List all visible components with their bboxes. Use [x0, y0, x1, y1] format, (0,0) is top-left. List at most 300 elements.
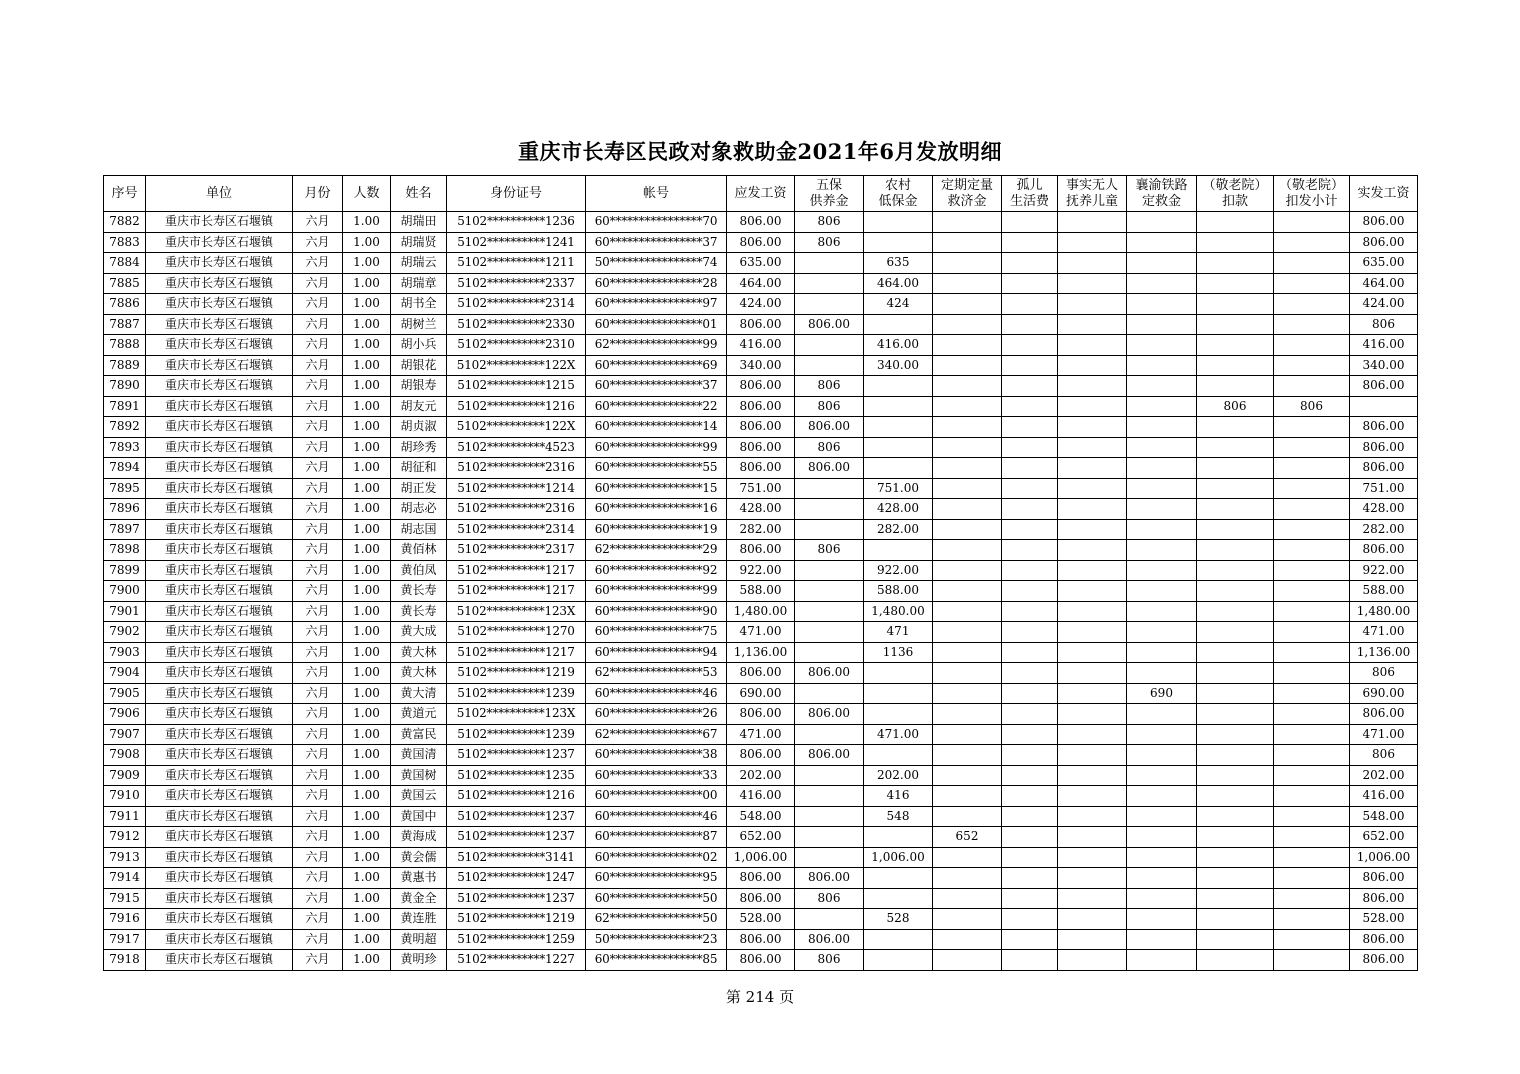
- cell-id-number: 5102**********1219: [447, 663, 586, 684]
- cell-fixed-relief: [933, 765, 1002, 786]
- cell-seq: 7905: [104, 683, 146, 704]
- cell-seq: 7885: [104, 273, 146, 294]
- cell-unsupported-children: [1058, 929, 1127, 950]
- cell-nursing-deduction: [1197, 499, 1274, 520]
- cell-orphan-living: [1002, 806, 1058, 827]
- cell-nursing-deduction: [1197, 704, 1274, 725]
- cell-fixed-relief: [933, 581, 1002, 602]
- header-col-count: 人数: [343, 176, 391, 212]
- cell-payable: 806.00: [727, 929, 795, 950]
- cell-orphan-living: [1002, 786, 1058, 807]
- cell-fixed-relief: [933, 622, 1002, 643]
- cell-nursing-deduction-subtotal: [1274, 294, 1350, 315]
- cell-fixed-relief: [933, 314, 1002, 335]
- cell-month: 六月: [293, 888, 343, 909]
- cell-fixed-relief: [933, 683, 1002, 704]
- cell-unit: 重庆市长寿区石堰镇: [146, 519, 293, 540]
- cell-railway-relief: [1127, 417, 1197, 438]
- table-row: [104, 294, 1418, 315]
- cell-payable: 1,136.00: [727, 642, 795, 663]
- cell-five-guarantee: [795, 478, 864, 499]
- cell-fixed-relief: [933, 929, 1002, 950]
- cell-account: 60****************70: [586, 212, 727, 233]
- cell-orphan-living: [1002, 868, 1058, 889]
- cell-nursing-deduction-subtotal: [1274, 335, 1350, 356]
- cell-unit: 重庆市长寿区石堰镇: [146, 581, 293, 602]
- table-row: [104, 663, 1418, 684]
- cell-actual-pay: 806.00: [1350, 458, 1418, 479]
- cell-rural-subsistence: [864, 929, 933, 950]
- cell-orphan-living: [1002, 581, 1058, 602]
- cell-nursing-deduction: [1197, 560, 1274, 581]
- cell-account: 60****************95: [586, 868, 727, 889]
- cell-unsupported-children: [1058, 745, 1127, 766]
- cell-railway-relief: [1127, 745, 1197, 766]
- cell-payable: 806.00: [727, 437, 795, 458]
- cell-payable: 806.00: [727, 950, 795, 971]
- cell-nursing-deduction: [1197, 458, 1274, 479]
- cell-id-number: 5102**********1217: [447, 560, 586, 581]
- cell-unit: 重庆市长寿区石堰镇: [146, 253, 293, 274]
- cell-id-number: 5102**********2317: [447, 540, 586, 561]
- cell-account: 60****************55: [586, 458, 727, 479]
- cell-orphan-living: [1002, 376, 1058, 397]
- cell-month: 六月: [293, 376, 343, 397]
- cell-unsupported-children: [1058, 232, 1127, 253]
- cell-seq: 7898: [104, 540, 146, 561]
- cell-payable: 471.00: [727, 622, 795, 643]
- cell-payable: 202.00: [727, 765, 795, 786]
- cell-nursing-deduction: [1197, 232, 1274, 253]
- cell-nursing-deduction: [1197, 909, 1274, 930]
- cell-nursing-deduction-subtotal: [1274, 765, 1350, 786]
- cell-nursing-deduction-subtotal: [1274, 314, 1350, 335]
- cell-month: 六月: [293, 847, 343, 868]
- cell-unsupported-children: [1058, 499, 1127, 520]
- cell-actual-pay: 416.00: [1350, 786, 1418, 807]
- cell-actual-pay: 428.00: [1350, 499, 1418, 520]
- cell-nursing-deduction-subtotal: [1274, 847, 1350, 868]
- cell-nursing-deduction-subtotal: [1274, 519, 1350, 540]
- cell-name: 胡珍秀: [391, 437, 447, 458]
- cell-nursing-deduction-subtotal: [1274, 683, 1350, 704]
- cell-fixed-relief: [933, 806, 1002, 827]
- cell-railway-relief: [1127, 622, 1197, 643]
- cell-month: 六月: [293, 786, 343, 807]
- cell-id-number: 5102**********1259: [447, 929, 586, 950]
- cell-unit: 重庆市长寿区石堰镇: [146, 499, 293, 520]
- cell-fixed-relief: [933, 786, 1002, 807]
- cell-five-guarantee: [795, 560, 864, 581]
- cell-count: 1.00: [343, 437, 391, 458]
- cell-id-number: 5102**********2314: [447, 294, 586, 315]
- cell-actual-pay: 806.00: [1350, 232, 1418, 253]
- cell-name: 黄大林: [391, 663, 447, 684]
- cell-orphan-living: [1002, 847, 1058, 868]
- table-row: [104, 806, 1418, 827]
- table-row: [104, 683, 1418, 704]
- cell-actual-pay: 806.00: [1350, 929, 1418, 950]
- cell-payable: 1,006.00: [727, 847, 795, 868]
- cell-actual-pay: 751.00: [1350, 478, 1418, 499]
- cell-id-number: 5102**********1216: [447, 786, 586, 807]
- cell-unsupported-children: [1058, 212, 1127, 233]
- cell-seq: 7907: [104, 724, 146, 745]
- cell-count: 1.00: [343, 212, 391, 233]
- cell-id-number: 5102**********123X: [447, 704, 586, 725]
- table-row: [104, 437, 1418, 458]
- cell-id-number: 5102**********2316: [447, 458, 586, 479]
- cell-nursing-deduction-subtotal: [1274, 663, 1350, 684]
- header-col-actual-pay: 实发工资: [1350, 176, 1418, 212]
- cell-seq: 7889: [104, 355, 146, 376]
- cell-nursing-deduction: [1197, 540, 1274, 561]
- cell-account: 60****************92: [586, 560, 727, 581]
- cell-seq: 7914: [104, 868, 146, 889]
- cell-nursing-deduction-subtotal: [1274, 417, 1350, 438]
- cell-unit: 重庆市长寿区石堰镇: [146, 212, 293, 233]
- cell-unsupported-children: [1058, 765, 1127, 786]
- cell-account: 60****************46: [586, 683, 727, 704]
- cell-id-number: 5102**********2330: [447, 314, 586, 335]
- cell-railway-relief: [1127, 950, 1197, 971]
- cell-payable: 806.00: [727, 396, 795, 417]
- cell-actual-pay: 806.00: [1350, 540, 1418, 561]
- cell-id-number: 5102**********1217: [447, 642, 586, 663]
- cell-unit: 重庆市长寿区石堰镇: [146, 417, 293, 438]
- cell-unsupported-children: [1058, 950, 1127, 971]
- cell-fixed-relief: [933, 437, 1002, 458]
- cell-count: 1.00: [343, 745, 391, 766]
- cell-account: 60****************02: [586, 847, 727, 868]
- cell-nursing-deduction-subtotal: 806: [1274, 396, 1350, 417]
- cell-unit: 重庆市长寿区石堰镇: [146, 683, 293, 704]
- cell-name: 黄国云: [391, 786, 447, 807]
- cell-name: 胡书全: [391, 294, 447, 315]
- cell-count: 1.00: [343, 847, 391, 868]
- cell-month: 六月: [293, 909, 343, 930]
- cell-seq: 7897: [104, 519, 146, 540]
- table-row: [104, 232, 1418, 253]
- cell-actual-pay: 806.00: [1350, 704, 1418, 725]
- cell-fixed-relief: [933, 396, 1002, 417]
- table-row: [104, 929, 1418, 950]
- cell-rural-subsistence: 464.00: [864, 273, 933, 294]
- cell-account: 60****************75: [586, 622, 727, 643]
- cell-month: 六月: [293, 929, 343, 950]
- cell-unsupported-children: [1058, 437, 1127, 458]
- cell-nursing-deduction: [1197, 847, 1274, 868]
- cell-actual-pay: 806.00: [1350, 417, 1418, 438]
- cell-seq: 7899: [104, 560, 146, 581]
- cell-account: 60****************26: [586, 704, 727, 725]
- cell-unit: 重庆市长寿区石堰镇: [146, 601, 293, 622]
- cell-rural-subsistence: [864, 888, 933, 909]
- cell-unit: 重庆市长寿区石堰镇: [146, 806, 293, 827]
- cell-actual-pay: 635.00: [1350, 253, 1418, 274]
- cell-count: 1.00: [343, 909, 391, 930]
- cell-five-guarantee: 806: [795, 540, 864, 561]
- cell-actual-pay: 806.00: [1350, 376, 1418, 397]
- cell-month: 六月: [293, 417, 343, 438]
- cell-nursing-deduction: [1197, 868, 1274, 889]
- cell-account: 60****************22: [586, 396, 727, 417]
- cell-fixed-relief: [933, 499, 1002, 520]
- cell-nursing-deduction: [1197, 642, 1274, 663]
- cell-account: 60****************99: [586, 581, 727, 602]
- cell-id-number: 5102**********1237: [447, 806, 586, 827]
- cell-five-guarantee: 806.00: [795, 868, 864, 889]
- cell-five-guarantee: [795, 335, 864, 356]
- cell-five-guarantee: [795, 909, 864, 930]
- cell-month: 六月: [293, 765, 343, 786]
- cell-name: 黄长寿: [391, 581, 447, 602]
- cell-nursing-deduction: [1197, 745, 1274, 766]
- cell-fixed-relief: [933, 232, 1002, 253]
- cell-railway-relief: [1127, 273, 1197, 294]
- cell-id-number: 5102**********1239: [447, 724, 586, 745]
- cell-railway-relief: [1127, 601, 1197, 622]
- cell-railway-relief: [1127, 314, 1197, 335]
- cell-unsupported-children: [1058, 683, 1127, 704]
- table-row: [104, 868, 1418, 889]
- cell-account: 60****************28: [586, 273, 727, 294]
- cell-orphan-living: [1002, 314, 1058, 335]
- cell-unit: 重庆市长寿区石堰镇: [146, 888, 293, 909]
- cell-unsupported-children: [1058, 663, 1127, 684]
- cell-nursing-deduction-subtotal: [1274, 806, 1350, 827]
- cell-month: 六月: [293, 212, 343, 233]
- table-row: [104, 396, 1418, 417]
- cell-name: 胡征和: [391, 458, 447, 479]
- table-row: [104, 745, 1418, 766]
- cell-orphan-living: [1002, 273, 1058, 294]
- cell-payable: 751.00: [727, 478, 795, 499]
- cell-unsupported-children: [1058, 909, 1127, 930]
- cell-rural-subsistence: 548: [864, 806, 933, 827]
- cell-railway-relief: [1127, 868, 1197, 889]
- cell-five-guarantee: [795, 519, 864, 540]
- cell-nursing-deduction-subtotal: [1274, 355, 1350, 376]
- cell-fixed-relief: [933, 888, 1002, 909]
- cell-fixed-relief: [933, 417, 1002, 438]
- cell-id-number: 5102**********1215: [447, 376, 586, 397]
- cell-orphan-living: [1002, 663, 1058, 684]
- cell-orphan-living: [1002, 724, 1058, 745]
- cell-payable: 806.00: [727, 212, 795, 233]
- cell-fixed-relief: [933, 642, 1002, 663]
- cell-unsupported-children: [1058, 519, 1127, 540]
- cell-seq: 7886: [104, 294, 146, 315]
- cell-id-number: 5102**********122X: [447, 355, 586, 376]
- cell-seq: 7895: [104, 478, 146, 499]
- cell-account: 60****************87: [586, 827, 727, 848]
- cell-unit: 重庆市长寿区石堰镇: [146, 560, 293, 581]
- cell-rural-subsistence: 202.00: [864, 765, 933, 786]
- cell-railway-relief: [1127, 847, 1197, 868]
- cell-nursing-deduction-subtotal: [1274, 704, 1350, 725]
- cell-rural-subsistence: [864, 663, 933, 684]
- cell-seq: 7890: [104, 376, 146, 397]
- cell-orphan-living: [1002, 478, 1058, 499]
- cell-orphan-living: [1002, 396, 1058, 417]
- cell-payable: 635.00: [727, 253, 795, 274]
- cell-month: 六月: [293, 868, 343, 889]
- cell-fixed-relief: [933, 376, 1002, 397]
- cell-unit: 重庆市长寿区石堰镇: [146, 232, 293, 253]
- cell-name: 黄惠书: [391, 868, 447, 889]
- cell-month: 六月: [293, 601, 343, 622]
- cell-count: 1.00: [343, 294, 391, 315]
- cell-nursing-deduction-subtotal: [1274, 540, 1350, 561]
- cell-unsupported-children: [1058, 458, 1127, 479]
- cell-orphan-living: [1002, 909, 1058, 930]
- cell-five-guarantee: [795, 622, 864, 643]
- cell-actual-pay: 588.00: [1350, 581, 1418, 602]
- cell-seq: 7912: [104, 827, 146, 848]
- cell-nursing-deduction: [1197, 314, 1274, 335]
- cell-count: 1.00: [343, 519, 391, 540]
- cell-orphan-living: [1002, 499, 1058, 520]
- cell-unit: 重庆市长寿区石堰镇: [146, 314, 293, 335]
- cell-railway-relief: [1127, 294, 1197, 315]
- cell-nursing-deduction-subtotal: [1274, 929, 1350, 950]
- cell-unsupported-children: [1058, 314, 1127, 335]
- cell-nursing-deduction-subtotal: [1274, 622, 1350, 643]
- cell-five-guarantee: [795, 827, 864, 848]
- table-row: [104, 212, 1418, 233]
- table-row: [104, 253, 1418, 274]
- cell-payable: 548.00: [727, 806, 795, 827]
- cell-nursing-deduction-subtotal: [1274, 437, 1350, 458]
- cell-rural-subsistence: 1136: [864, 642, 933, 663]
- cell-id-number: 5102**********2316: [447, 499, 586, 520]
- cell-nursing-deduction-subtotal: [1274, 458, 1350, 479]
- cell-rural-subsistence: 1,006.00: [864, 847, 933, 868]
- cell-account: 50****************23: [586, 929, 727, 950]
- cell-name: 胡瑞云: [391, 253, 447, 274]
- cell-account: 62****************53: [586, 663, 727, 684]
- cell-orphan-living: [1002, 827, 1058, 848]
- cell-unit: 重庆市长寿区石堰镇: [146, 847, 293, 868]
- cell-seq: 7901: [104, 601, 146, 622]
- cell-five-guarantee: 806.00: [795, 929, 864, 950]
- cell-name: 黄海成: [391, 827, 447, 848]
- table-row: [104, 847, 1418, 868]
- cell-name: 黄道元: [391, 704, 447, 725]
- cell-fixed-relief: [933, 478, 1002, 499]
- cell-seq: 7903: [104, 642, 146, 663]
- cell-payable: 282.00: [727, 519, 795, 540]
- cell-unit: 重庆市长寿区石堰镇: [146, 950, 293, 971]
- cell-orphan-living: [1002, 335, 1058, 356]
- cell-count: 1.00: [343, 335, 391, 356]
- cell-actual-pay: 922.00: [1350, 560, 1418, 581]
- table-row: [104, 499, 1418, 520]
- cell-nursing-deduction-subtotal: [1274, 581, 1350, 602]
- cell-payable: 428.00: [727, 499, 795, 520]
- cell-five-guarantee: [795, 355, 864, 376]
- cell-unsupported-children: [1058, 540, 1127, 561]
- cell-orphan-living: [1002, 232, 1058, 253]
- cell-unsupported-children: [1058, 806, 1127, 827]
- cell-rural-subsistence: 751.00: [864, 478, 933, 499]
- cell-count: 1.00: [343, 704, 391, 725]
- cell-id-number: 5102**********1216: [447, 396, 586, 417]
- cell-count: 1.00: [343, 622, 391, 643]
- cell-nursing-deduction: [1197, 519, 1274, 540]
- cell-fixed-relief: 652: [933, 827, 1002, 848]
- cell-unsupported-children: [1058, 560, 1127, 581]
- cell-month: 六月: [293, 581, 343, 602]
- cell-unsupported-children: [1058, 335, 1127, 356]
- cell-nursing-deduction-subtotal: [1274, 601, 1350, 622]
- cell-nursing-deduction: [1197, 929, 1274, 950]
- cell-payable: 806.00: [727, 376, 795, 397]
- cell-id-number: 5102**********1241: [447, 232, 586, 253]
- cell-nursing-deduction-subtotal: [1274, 642, 1350, 663]
- header-col-rural-subsistence: 农村 低保金: [864, 176, 933, 212]
- cell-count: 1.00: [343, 540, 391, 561]
- header-col-fixed-relief: 定期定量 救济金: [933, 176, 1002, 212]
- cell-count: 1.00: [343, 950, 391, 971]
- cell-name: 胡银花: [391, 355, 447, 376]
- cell-unsupported-children: [1058, 396, 1127, 417]
- cell-nursing-deduction: [1197, 806, 1274, 827]
- cell-seq: 7913: [104, 847, 146, 868]
- cell-count: 1.00: [343, 663, 391, 684]
- cell-rural-subsistence: [864, 212, 933, 233]
- cell-unit: 重庆市长寿区石堰镇: [146, 478, 293, 499]
- cell-count: 1.00: [343, 376, 391, 397]
- cell-orphan-living: [1002, 560, 1058, 581]
- cell-railway-relief: [1127, 827, 1197, 848]
- cell-month: 六月: [293, 663, 343, 684]
- cell-month: 六月: [293, 314, 343, 335]
- cell-name: 黄大林: [391, 642, 447, 663]
- cell-seq: 7918: [104, 950, 146, 971]
- cell-fixed-relief: [933, 601, 1002, 622]
- cell-seq: 7906: [104, 704, 146, 725]
- cell-count: 1.00: [343, 724, 391, 745]
- cell-name: 黄长寿: [391, 601, 447, 622]
- cell-account: 60****************97: [586, 294, 727, 315]
- cell-month: 六月: [293, 560, 343, 581]
- cell-orphan-living: [1002, 642, 1058, 663]
- cell-unit: 重庆市长寿区石堰镇: [146, 376, 293, 397]
- cell-five-guarantee: [795, 273, 864, 294]
- table-row: [104, 560, 1418, 581]
- table-row: [104, 704, 1418, 725]
- cell-account: 62****************67: [586, 724, 727, 745]
- cell-rural-subsistence: [864, 376, 933, 397]
- cell-nursing-deduction: [1197, 478, 1274, 499]
- cell-account: 60****************69: [586, 355, 727, 376]
- cell-actual-pay: 806: [1350, 745, 1418, 766]
- cell-seq: 7896: [104, 499, 146, 520]
- cell-unit: 重庆市长寿区石堰镇: [146, 663, 293, 684]
- cell-fixed-relief: [933, 458, 1002, 479]
- cell-five-guarantee: 806: [795, 437, 864, 458]
- cell-orphan-living: [1002, 601, 1058, 622]
- cell-rural-subsistence: 428.00: [864, 499, 933, 520]
- cell-railway-relief: [1127, 478, 1197, 499]
- cell-unsupported-children: [1058, 868, 1127, 889]
- cell-unsupported-children: [1058, 704, 1127, 725]
- table-row: [104, 950, 1418, 971]
- header-col-id-number: 身份证号: [447, 176, 586, 212]
- cell-rural-subsistence: [864, 868, 933, 889]
